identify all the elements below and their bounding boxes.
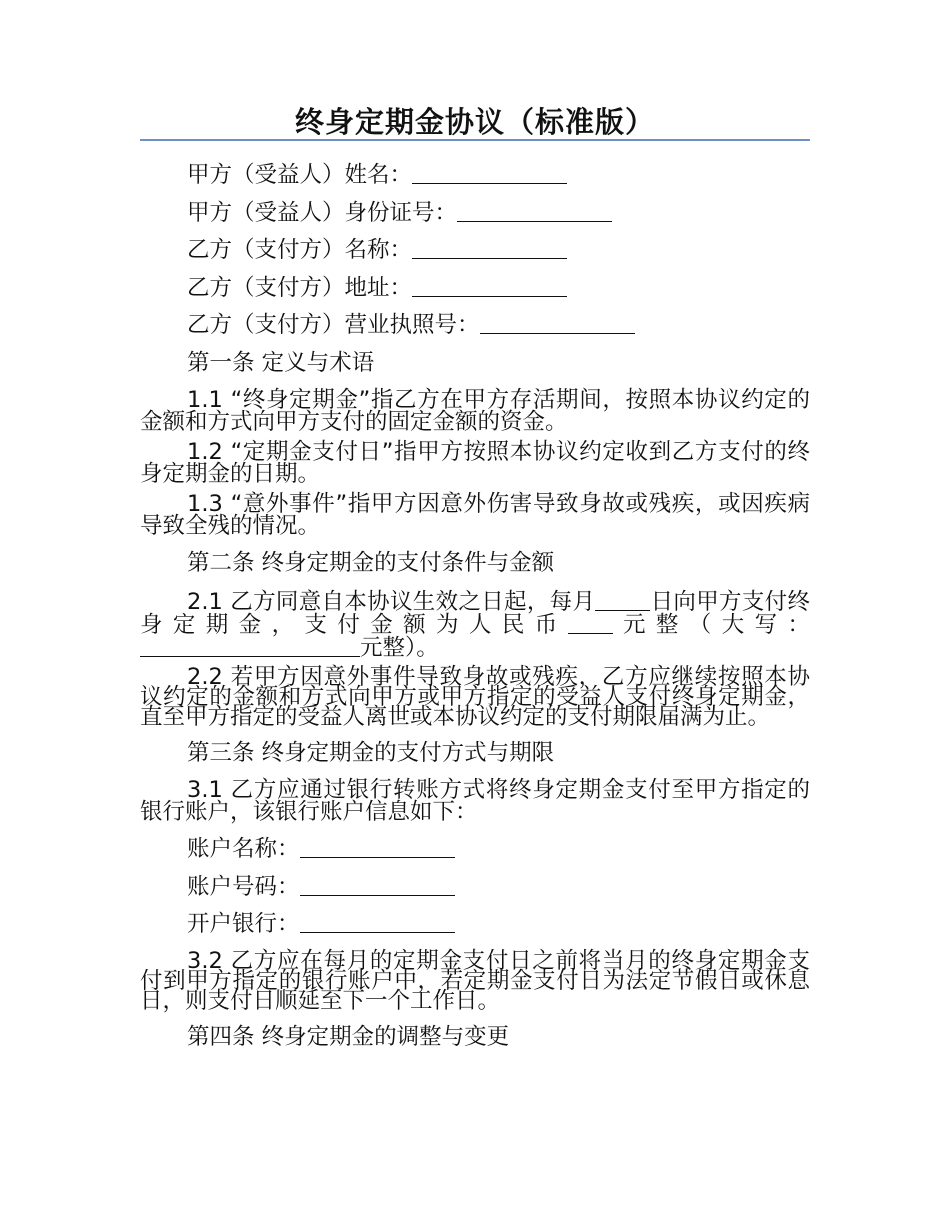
article-4-heading: 第四条 终身定期金的调整与变更 xyxy=(187,1023,510,1050)
party-b-license-blank xyxy=(480,313,635,334)
article-2-heading: 第二条 终身定期金的支付条件与金额 xyxy=(187,550,555,576)
document-body xyxy=(140,157,810,1056)
article-3-heading: 第三条 终身定期金的支付方式与期限 xyxy=(187,739,555,766)
clause-2-1-text-a: 2.1 乙方同意自本协议生效之日起，每月 xyxy=(187,588,596,615)
party-b-address-line xyxy=(140,270,810,308)
party-b-name-blank xyxy=(412,238,567,259)
account-name-line xyxy=(140,831,810,869)
article-1-heading: 第一条 定义与术语 xyxy=(187,349,375,376)
pay-day-blank xyxy=(595,590,650,611)
clause-3-1: 3.1 乙方应通过银行转账方式将终身定期金支付至甲方指定的银行账户，该银行账户信息如下： xyxy=(140,777,810,825)
account-name-label: 账户名称： xyxy=(187,836,300,862)
account-number-label: 账户号码： xyxy=(187,873,300,900)
clause-2-1-text-b: 日向甲方支付终身定期金，支付金额为人民币 xyxy=(140,588,810,638)
party-b-license-line xyxy=(140,307,810,345)
bank-blank xyxy=(300,912,455,933)
amount-capital-blank xyxy=(140,636,360,657)
account-number-line xyxy=(140,869,810,907)
party-b-name-line xyxy=(140,232,810,270)
party-b-address-blank xyxy=(412,276,567,297)
account-number-blank xyxy=(300,875,455,896)
clause-3-2: 3.2 乙方应在每月的定期金支付日之前将当月的终身定期金支付到甲方指定的银行账户中，若定期金支付日为法定节假日或休息日，则支付日顺延至下一个工作日。 xyxy=(140,947,810,1014)
amount-blank xyxy=(568,613,613,634)
document-title: 终身定期金协议（标准版） xyxy=(294,105,655,139)
clause-2-1 xyxy=(140,590,810,659)
party-b-license-label: 乙方（支付方）营业执照号： xyxy=(187,312,480,338)
clause-2-1-text-c: 元整（大写： xyxy=(612,611,810,638)
party-a-name-blank xyxy=(412,163,567,184)
party-a-id-blank xyxy=(457,201,612,222)
party-a-id-line xyxy=(140,195,810,233)
clause-2-2: 2.2 若甲方因意外事件导致身故或残疾，乙方应继续按照本协议约定的金额和方式向甲方或甲方指定的受益人支付终身定期金，直至甲方指定的受益人离世或本协议约定的支付期限届满为止。 xyxy=(140,663,810,730)
party-b-name-label: 乙方（支付方）名称： xyxy=(187,237,413,263)
title-underline xyxy=(140,139,810,141)
clause-2-1-text-d: 元整）。 xyxy=(360,634,439,661)
clause-1-2: 1.2 “定期金支付日”指甲方按照本协议约定收到乙方支付的终身定期金的日期。 xyxy=(140,439,810,487)
clause-1-1: 1.1 “终身定期金”指乙方在甲方存活期间，按照本协议约定的金额和方式向甲方支付的固定金额的资金。 xyxy=(140,387,810,435)
bank-label: 开户银行： xyxy=(187,911,300,937)
party-a-name-line xyxy=(140,157,810,195)
party-a-id-label: 甲方（受益人）身份证号： xyxy=(187,199,458,226)
account-name-blank xyxy=(300,837,455,858)
party-b-address-label: 乙方（支付方）地址： xyxy=(187,274,413,301)
party-a-name-label: 甲方（受益人）姓名： xyxy=(187,162,413,188)
clause-1-3: 1.3 “意外事件”指甲方因意外伤害导致身故或残疾，或因疾病导致全残的情况。 xyxy=(140,491,810,539)
bank-line xyxy=(140,906,810,944)
